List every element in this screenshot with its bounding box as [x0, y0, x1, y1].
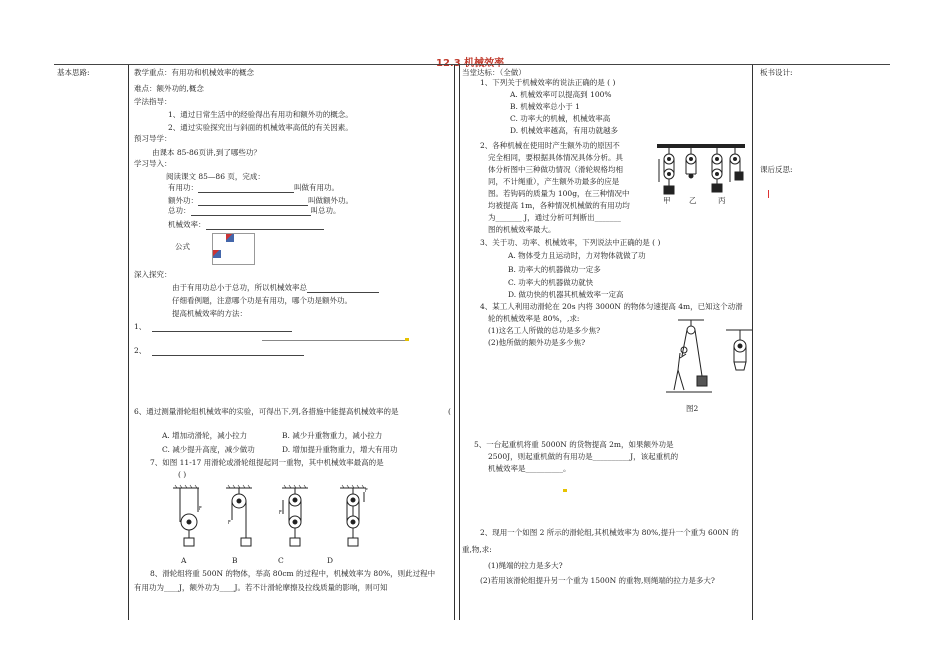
- question-6: 6、通过测量滑轮组机械效率的实验，可得出下,列,各措施中能提高机械效率的是: [134, 407, 399, 416]
- method-2-num: 2、: [134, 346, 147, 355]
- answer-blank[interactable]: [152, 323, 292, 332]
- drill-q4: 轮的机械效率是 80%，,求:: [488, 314, 580, 323]
- method-1-num: 1、: [134, 322, 147, 331]
- pulley-figures-svg: [168, 484, 384, 552]
- intro-instruction: 阅读课文 85—86 页，完成：: [166, 172, 265, 181]
- worker-pulley-svg: [664, 318, 754, 398]
- useful-work-tail: 叫做有用功。: [294, 183, 339, 192]
- svg-text:F: F: [199, 506, 202, 512]
- intro-heading: 学习导入：: [134, 159, 172, 168]
- drill-q3c: C. 功率大的机器做功就快: [508, 278, 594, 287]
- column-divider: [454, 64, 455, 620]
- basic-idea-label: 基本思路:: [57, 68, 90, 77]
- table-top-border: [54, 64, 890, 65]
- red-mark: [768, 190, 769, 198]
- preview-question: 由课本 85-86页讲,到了哪些功？: [152, 148, 261, 157]
- formula-label: 公式: [175, 242, 190, 251]
- drill-q4: (1)这名工人所做的总功是多少焦?: [488, 326, 601, 335]
- drill-q2: 图的机械效率最大。: [488, 225, 556, 234]
- marker: [563, 489, 567, 492]
- explore-heading: 深入探究：: [134, 270, 172, 279]
- image-placeholder-icon: [226, 234, 234, 242]
- drill-q1: 1、下列关于机械效率的说法正确的是 ( ): [480, 78, 616, 87]
- option-6d: D. 增加提升重物重力，增大有用功: [282, 445, 398, 454]
- drill-q2: 图。若钩码的质量为 100g，在三种情况中: [488, 189, 630, 198]
- fig-label-b: B: [232, 556, 238, 565]
- drill-b2: (1)绳端的拉力是多大?: [488, 561, 563, 570]
- drill-q2: 体分析图中三种做功情况（滑轮规格均相: [488, 165, 623, 174]
- fig-label-jia: 甲: [663, 196, 671, 205]
- answer-blank[interactable]: [307, 284, 379, 293]
- svg-text:F: F: [365, 488, 368, 494]
- board-design-label: 板书设计:: [760, 68, 793, 77]
- fig-label-yi: 乙: [689, 196, 697, 205]
- drill-q5: 2500J，则起重机做的有用功是__________J，该起重机的: [488, 452, 679, 461]
- method-2: [134, 346, 304, 356]
- method-item: 1、通过日常生活中的经验得出有用功和额外功的概念。: [168, 110, 353, 119]
- total-work-tail: 叫总功。: [310, 206, 341, 215]
- total-work-row: [168, 206, 341, 216]
- drill-q3d: D. 做功快的机器其机械效率一定高: [508, 290, 624, 299]
- drill-q1c: C. 功率大的机械，机械效率高: [510, 114, 611, 123]
- question-8-line2: 有用功为____J，额外功为____J。若不计滑轮摩擦及拉线质量的影响，则可知: [134, 583, 388, 592]
- drill-b2: 2、现用一个如图 2 所示的滑轮组,其机械效率为 80%,提升一个重为 600N 的: [480, 528, 739, 537]
- drill-q4: (2)他所做的额外功是多少焦?: [488, 338, 586, 347]
- method-1: [134, 322, 292, 332]
- fig-label-bing: 丙: [718, 196, 726, 205]
- drill-q3a: A. 物体受力且运动时，力对物体就做了功: [508, 251, 646, 260]
- worker-pulley-figure: [664, 318, 754, 398]
- question-8-line1: 8、滑轮组将重 500N 的物体，举高 80cm 的过程中，机械效率为 80%，则此过程中: [150, 569, 436, 578]
- answer-blank[interactable]: [191, 207, 311, 216]
- answer-blank[interactable]: [198, 197, 308, 206]
- answer-blank[interactable]: [152, 347, 304, 356]
- page-title: 12.3 机械效率: [436, 58, 505, 69]
- drill-q5: 5、一台起重机将重 5000N 的货物提高 2m，如果额外功是: [474, 440, 674, 449]
- question-7-paren: ( ): [178, 470, 187, 479]
- improve-heading: 提高机械效率的方法：: [172, 309, 247, 318]
- fig-label-c: C: [278, 556, 284, 565]
- drill-q2: 完全相同，要根据具体情况具体分析。具: [488, 153, 623, 162]
- option-6b: B. 减少升重物重力，减小拉力: [282, 431, 383, 440]
- drill-q5: 机械效率是__________。: [488, 464, 571, 473]
- reflection-label: 课后反思:: [760, 165, 793, 174]
- drill-q2: 同，不计绳重），产生额外功最多的应是: [488, 177, 620, 186]
- explore-line: [172, 283, 379, 293]
- option-6c: C. 减少提升高度，减少做功: [162, 445, 255, 454]
- explore-text: 由于有用功总小于总功，所以机械效率总: [172, 283, 307, 292]
- image-placeholder-icon: [213, 250, 221, 258]
- useful-work-row: [168, 183, 339, 193]
- svg-text:F: F: [228, 520, 231, 526]
- marker: [405, 338, 409, 341]
- difficulty: 难点：额外功的,概念: [134, 84, 204, 93]
- preview-heading: 预习导学：: [134, 134, 172, 143]
- fig-label-d: D: [327, 556, 334, 565]
- column-divider: [459, 64, 460, 620]
- method-heading: 学法指导：: [134, 97, 172, 106]
- drill-q2: 2、各种机械在使用时产生额外功的原因不: [480, 141, 620, 150]
- option-6a: A. 增加动滑轮，减小拉力: [162, 431, 248, 440]
- drill-q2: 均被提高 1m，各种情况机械做的有用功均: [488, 201, 630, 210]
- question-6-paren: (: [448, 407, 451, 416]
- extra-work-label: 额外功：: [168, 196, 198, 205]
- extra-work-row: [168, 196, 353, 206]
- drill-q1b: B. 机械效率总小于 1: [510, 102, 580, 111]
- efficiency-label: 机械效率：: [168, 220, 206, 229]
- question-7: 7、如图 11-17 用滑轮或滑轮组提起同一重物，其中机械效率最高的是: [150, 458, 384, 467]
- drill-q3: 3、关于功、功率、机械效率，下列说法中正确的是 ( ): [480, 238, 661, 247]
- explore-line: 仔细看例题，注意哪个功是有用功，哪个功是额外功。: [172, 296, 352, 305]
- total-work-label: 总功：: [168, 206, 191, 215]
- extra-work-tail: 叫做额外功。: [308, 196, 353, 205]
- drill-q1d: D. 机械效率越高，有用功就越多: [510, 126, 619, 135]
- drill-q2: 为_______ J，通过分析可判断出_______: [488, 213, 621, 222]
- drill-q4: 4、某工人利用动滑轮在 20s 内将 3000N 的物体匀速提高 4m，已知这个动滑: [480, 302, 743, 311]
- drill-q3b: B. 功率大的机器做功一定多: [508, 265, 601, 274]
- key-point: 教学重点：有用功和机械效率的概念: [134, 68, 254, 77]
- pulley-figures: [168, 484, 384, 552]
- svg-text:F: F: [279, 510, 282, 516]
- column-divider: [128, 64, 129, 620]
- fig-label-a: A: [181, 556, 187, 565]
- efficiency-row: [168, 220, 324, 230]
- method-item: 2、通过实验探究出与斜面的机械效率高低的有关因素。: [168, 123, 353, 132]
- fig-2-caption: 图2: [686, 404, 699, 413]
- answer-blank[interactable]: [206, 221, 324, 230]
- drill-q1a: A. 机械效率可以提高到 100%: [510, 90, 612, 99]
- answer-line: [262, 340, 407, 341]
- drill-b2: (2)若用该滑轮组提升另一个重为 1500N 的重物,则绳端的拉力是多大?: [480, 576, 715, 585]
- useful-work-label: 有用功：: [168, 183, 198, 192]
- answer-blank[interactable]: [198, 184, 294, 193]
- drill-b2: 重,物,求:: [462, 545, 492, 554]
- drill-heading: 当堂达标：（全做）: [462, 68, 526, 77]
